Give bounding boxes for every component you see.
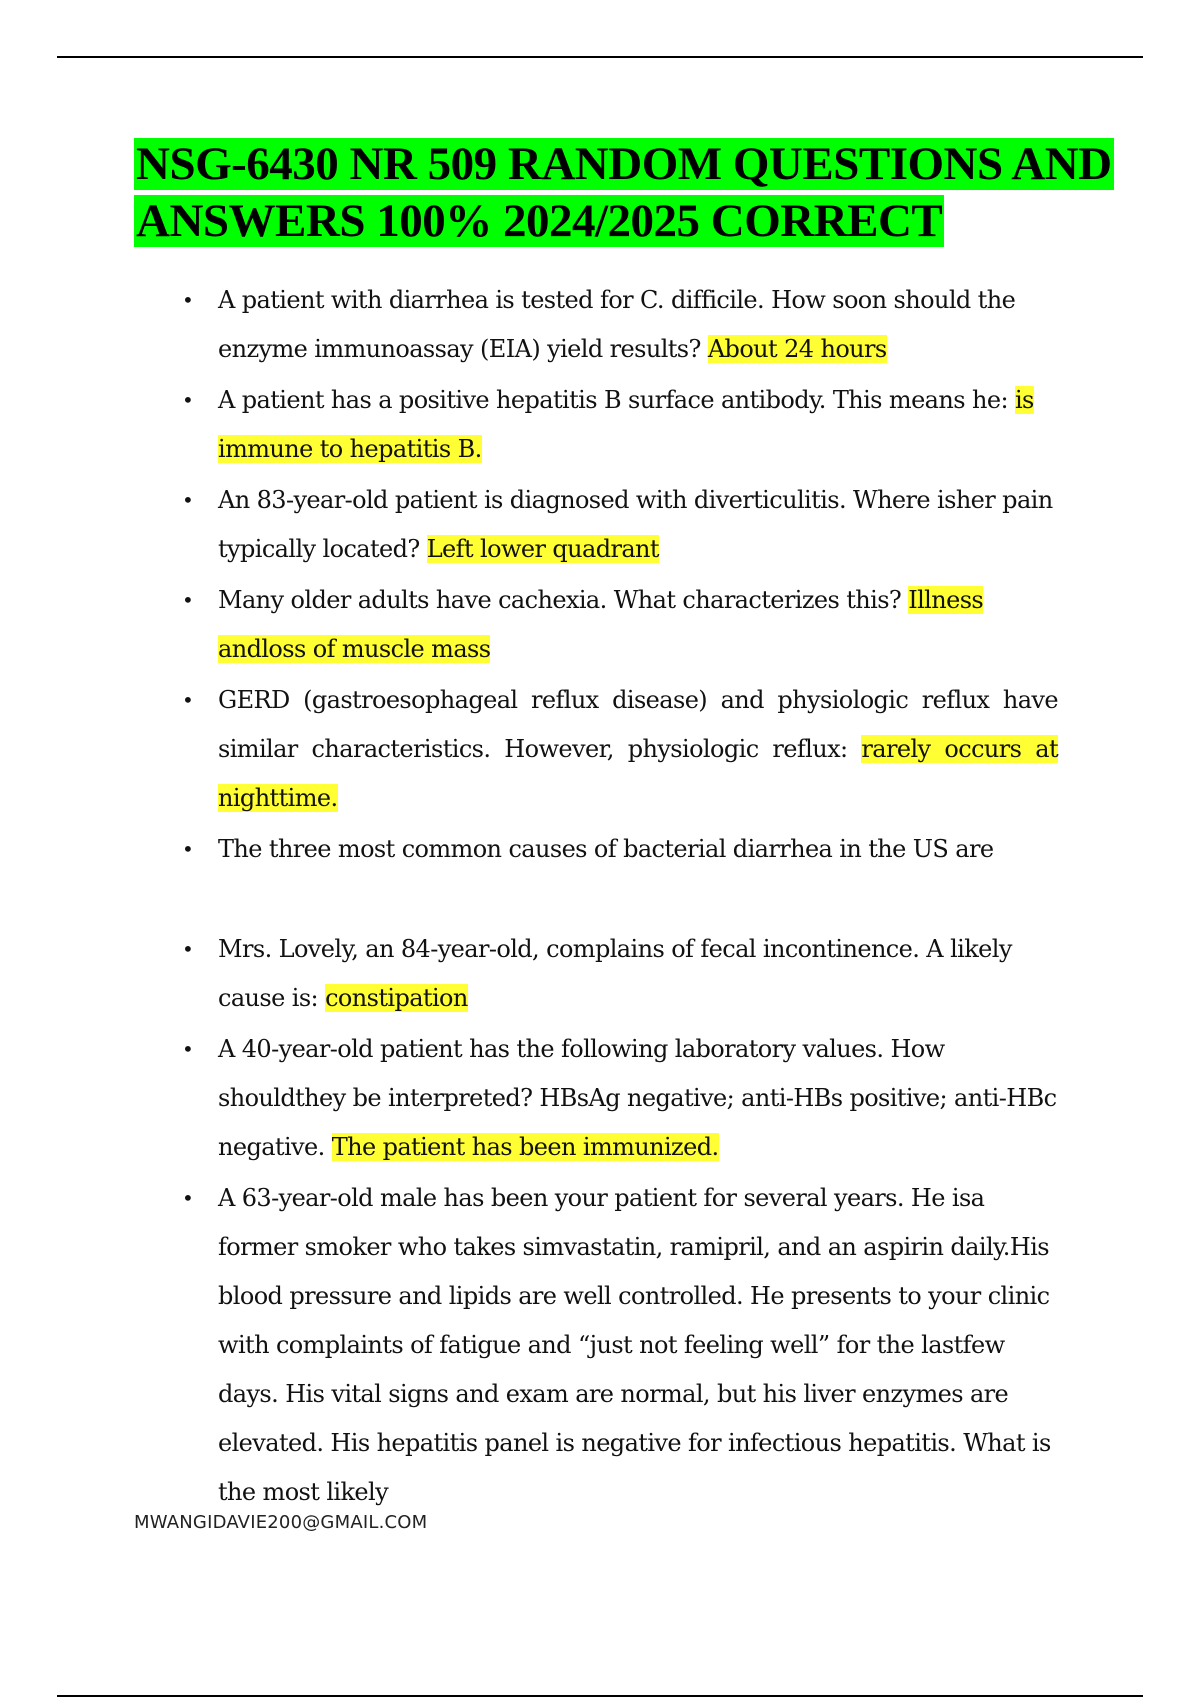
bullet-icon: • [182,1037,194,1061]
question-item-4 [182,576,1058,674]
question-text: The three most common causes of bacterial diarrhea in the US are [218,835,994,863]
question-item-2 [182,376,1058,474]
question-item-3 [182,476,1058,574]
question-text: An 83-year-old patient is diagnosed with diverticulitis. Where isher pain typically located? [218,486,1053,563]
question-text: A patient with diarrhea is tested for C. difficile. How soon should the enzyme immunoassay (EIA) yield results? [218,286,1016,363]
question-text: A 40-year-old patient has the following laboratory values. How shouldthey be interpreted? HBsAg negative; anti-HBs positive; anti-HBc negative. [218,1035,1057,1161]
bullet-icon: • [182,937,194,961]
answer-highlight: constipation [325,984,468,1012]
question-list [182,276,1058,1519]
footer-rule [57,1695,1143,1697]
question-text: A 63-year-old male has been your patient for several years. He isa former smoker who takes simvastatin, ramipril, and an aspirin daily.His blood pressure and lipids are well controlled. He presents to your clinic with complaints of fatigue and “just not feeling well” for the lastfew days. His vital signs and exam are normal, but his liver enzymes are elevated. His hepatitis panel is negative for infectious hepatitis. What is the most likely [218,1184,1051,1506]
question-text: GERD (gastroesophageal reflux disease) and physiologic reflux have similar characteristics. However, physiologic reflux: [218,686,1058,763]
bullet-icon: • [182,837,194,861]
answer-highlight: rarely occurs at nighttime. [218,735,1058,812]
bullet-icon: • [182,1186,194,1210]
question-text: A patient has a positive hepatitis B surface antibody. This means he: [218,386,1015,414]
question-item-5 [182,676,1058,823]
question-item-7 [182,925,1058,1023]
bullet-icon: • [182,488,194,512]
answer-highlight: About 24 hours [707,335,887,363]
answer-highlight: is immune to hepatitis B. [218,386,1034,463]
header-rule [57,56,1143,58]
question-item-8 [182,1025,1058,1172]
question-text: Many older adults have cachexia. What characterizes this? [218,586,909,614]
bullet-icon: • [182,688,194,712]
bullet-icon: • [182,288,194,312]
bullet-icon: • [182,588,194,612]
footer-email: MWANGIDAVIE200@GMAIL.COM [134,1512,428,1533]
question-item-6 [182,825,1058,874]
question-item-1 [182,276,1058,374]
document-title [134,136,1114,250]
answer-highlight: The patient has been immunized. [331,1133,719,1161]
bullet-icon: • [182,388,194,412]
question-text: Mrs. Lovely, an 84-year-old, complains of fecal incontinence. A likely cause is: [218,935,1012,1012]
title-text: NSG-6430 NR 509 RANDOM QUESTIONS AND ANSWERS 100% 2024/2025 CORRECT [136,138,1112,247]
question-item-9 [182,1174,1058,1517]
answer-highlight: Illness andloss of muscle mass [218,586,984,663]
answer-highlight: Left lower quadrant [426,535,659,563]
